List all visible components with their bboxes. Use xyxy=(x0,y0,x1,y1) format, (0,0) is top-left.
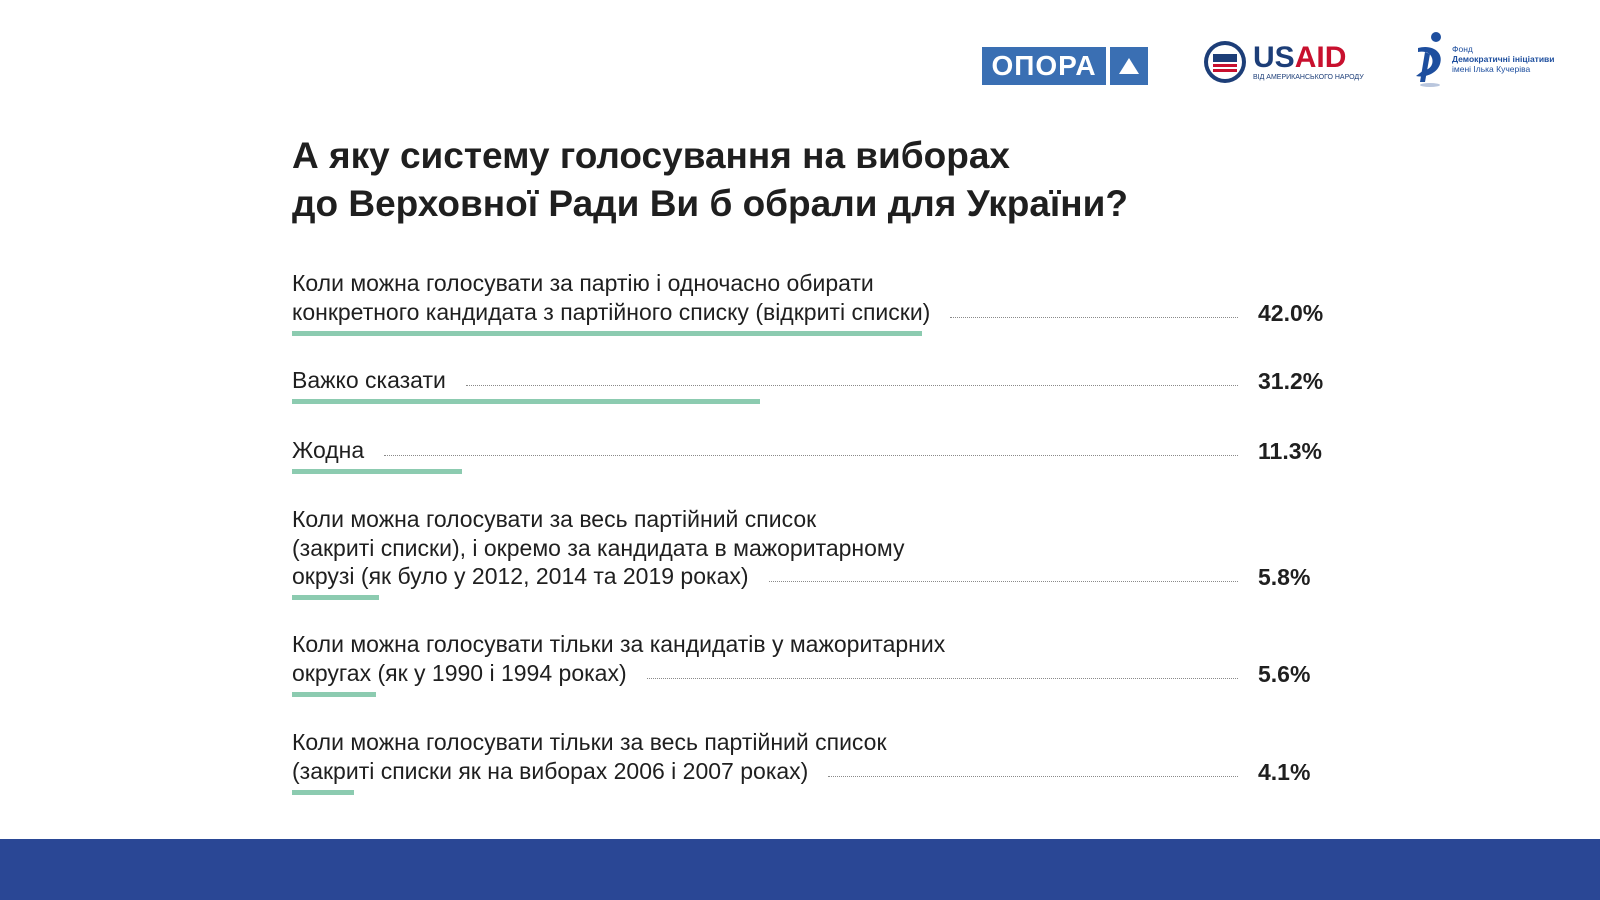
value-bar xyxy=(292,331,922,336)
value-bar xyxy=(292,595,379,600)
dotted-leader xyxy=(950,317,1238,318)
row-label-line: Коли можна голосувати за весь партійний список xyxy=(292,506,817,532)
usaid-tagline: ВІД АМЕРИКАНСЬКОГО НАРОДУ xyxy=(1253,73,1364,81)
row-label-line: округах (як у 1990 і 1994 роках) xyxy=(292,659,627,686)
chart-title xyxy=(292,132,1192,228)
chart-row xyxy=(292,630,1332,687)
chart-row xyxy=(292,436,1332,465)
dotted-leader xyxy=(828,776,1238,777)
row-label xyxy=(292,505,1332,591)
row-label-line: конкретного кандидата з партійного списку (відкриті списки) xyxy=(292,298,931,325)
footer-band xyxy=(0,839,1600,900)
fund-figure-icon xyxy=(1412,30,1448,88)
usaid-logo-aid: AID xyxy=(1294,40,1347,74)
chart-row xyxy=(292,728,1332,785)
dotted-leader xyxy=(769,581,1238,582)
row-label-line: Коли можна голосувати тільки за весь партійний список xyxy=(292,729,887,755)
dotted-leader xyxy=(384,455,1238,456)
opora-logo xyxy=(982,47,1150,85)
row-label xyxy=(292,366,1332,395)
value-bar xyxy=(292,469,462,474)
value-bar xyxy=(292,790,354,795)
usaid-seal-icon xyxy=(1203,40,1247,84)
dotted-leader xyxy=(466,385,1238,386)
row-label-line: Коли можна голосувати тільки за кандидатів у мажоритарних xyxy=(292,631,946,657)
row-label-line: (закриті списки як на виборах 2006 і 2007 роках) xyxy=(292,757,809,784)
row-label-line: Жодна xyxy=(292,437,365,463)
row-label-line: Коли можна голосувати за партію і одночасно обирати xyxy=(292,270,874,296)
opora-triangle-icon xyxy=(1110,47,1148,85)
chart-row xyxy=(292,269,1332,326)
chart-title-line: А яку систему голосування на виборах xyxy=(292,135,1011,176)
row-label-line: окрузі (як було у 2012, 2014 та 2019 роках) xyxy=(292,563,749,589)
value-label: 11.3% xyxy=(1258,438,1322,464)
value-label: 5.6% xyxy=(1258,660,1311,687)
usaid-logo-us: US xyxy=(1253,40,1295,74)
opora-logo-text: ОПОРА xyxy=(982,47,1106,85)
value-label: 31.2% xyxy=(1258,368,1324,394)
fund-logo xyxy=(1412,30,1555,88)
usaid-logo xyxy=(1203,40,1364,84)
row-label-line: (закриті списки), і окремо за кандидата в мажоритарному xyxy=(292,534,905,561)
chart-row xyxy=(292,505,1332,591)
row-label xyxy=(292,436,1332,465)
value-label: 42.0% xyxy=(1258,299,1324,326)
fund-logo-line1: Фонд xyxy=(1452,44,1473,54)
value-bar xyxy=(292,692,376,697)
chart-title-line: до Верховної Ради Ви б обрали для України? xyxy=(292,183,1129,224)
fund-logo-line2: Демократичні ініціативи xyxy=(1452,54,1555,64)
fund-logo-line3: імені Ілька Кучеріва xyxy=(1452,64,1531,74)
value-label: 5.8% xyxy=(1258,564,1311,590)
value-bar xyxy=(292,399,760,404)
dotted-leader xyxy=(647,678,1238,679)
chart-row xyxy=(292,366,1332,395)
row-label-line: Важко сказати xyxy=(292,367,446,393)
value-label: 4.1% xyxy=(1258,758,1311,785)
